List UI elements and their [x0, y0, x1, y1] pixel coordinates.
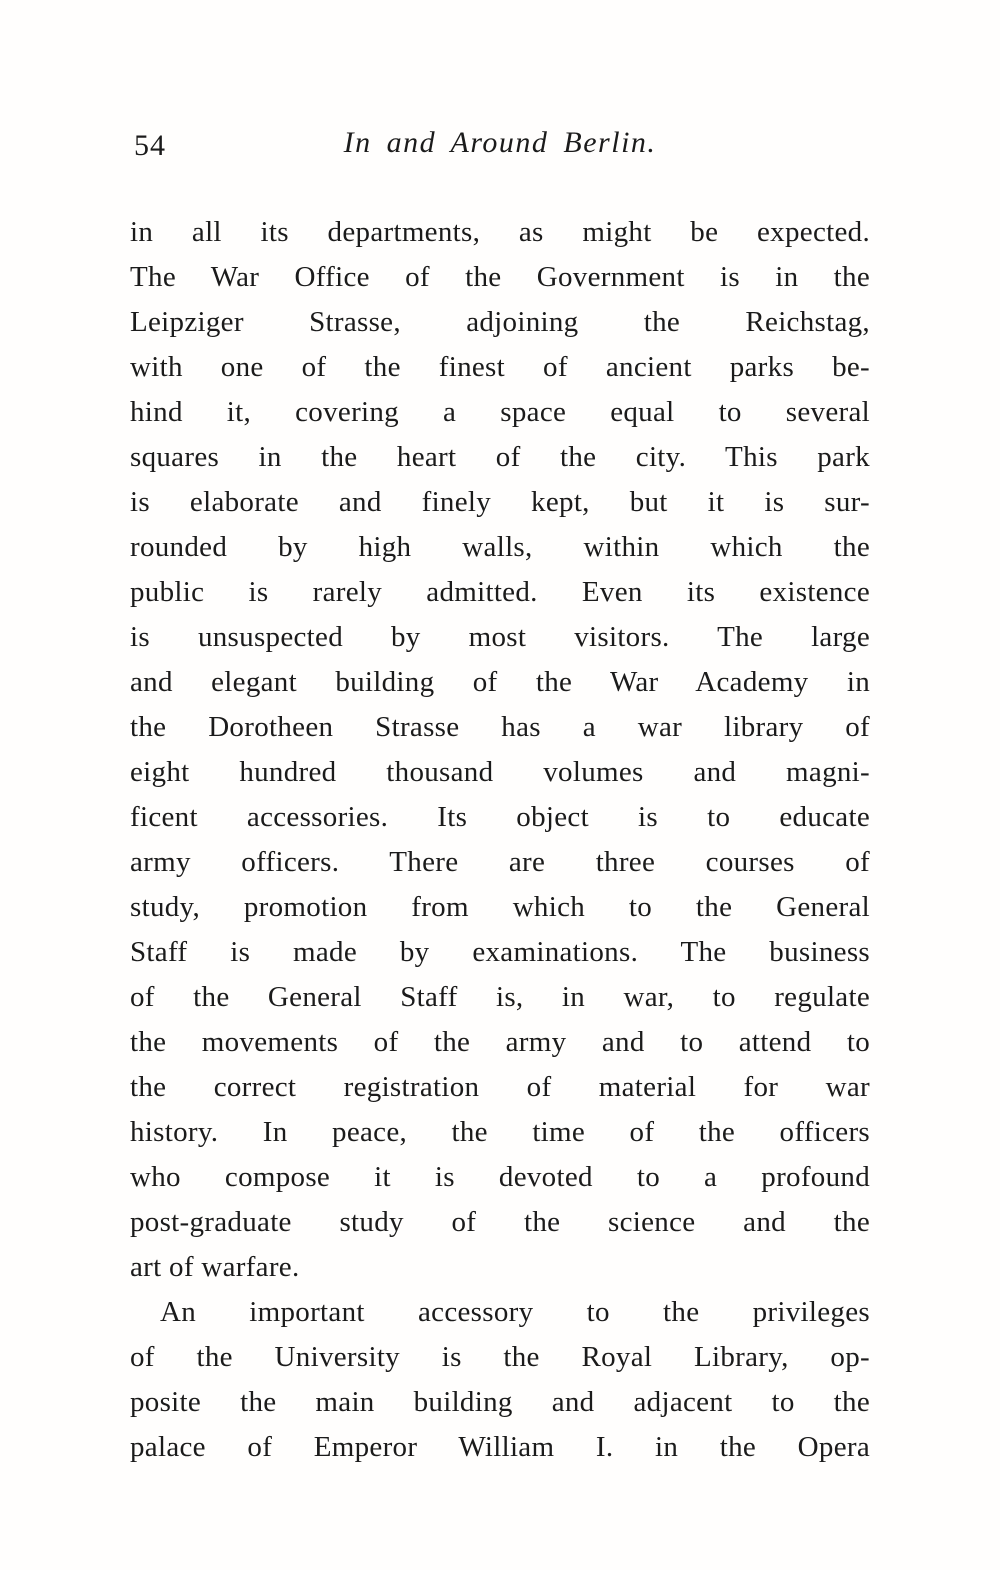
text-line: ficent accessories. Its object is to educate — [130, 801, 870, 833]
text-line: The War Office of the Government is in the — [130, 261, 870, 293]
text-line: the correct registration of material for war — [130, 1071, 870, 1103]
text-line: squares in the heart of the city. This park — [130, 441, 870, 473]
text-line: Leipziger Strasse, adjoining the Reichstag, — [130, 306, 870, 338]
text-line: public is rarely admitted. Even its existence — [130, 576, 870, 608]
text-line: and elegant building of the War Academy in — [130, 666, 870, 698]
text-line: is elaborate and finely kept, but it is sur- — [130, 486, 870, 518]
paragraph — [130, 1290, 870, 1470]
text-line: An important accessory to the privileges — [160, 1296, 870, 1328]
text-line: who compose it is devoted to a profound — [130, 1161, 870, 1193]
text-line: army officers. There are three courses of — [130, 846, 870, 878]
text-line: is unsuspected by most visitors. The large — [130, 621, 870, 653]
paragraph — [130, 210, 870, 1290]
text-line: Staff is made by examinations. The business — [130, 936, 870, 968]
text-line: art of warfare. — [130, 1251, 300, 1283]
text-line: eight hundred thousand volumes and magni- — [130, 756, 870, 788]
page-number: 54 — [134, 129, 166, 162]
page-body — [130, 210, 870, 1470]
text-line: study, promotion from which to the General — [130, 891, 870, 923]
text-line: of the University is the Royal Library, op- — [130, 1341, 870, 1373]
text-line: the Dorotheen Strasse has a war library of — [130, 711, 870, 743]
text-line: palace of Emperor William I. in the Opera — [130, 1431, 870, 1463]
text-line: rounded by high walls, within which the — [130, 531, 870, 563]
running-title: In and Around Berlin. — [343, 126, 657, 159]
text-line: hind it, covering a space equal to several — [130, 396, 870, 428]
text-line: history. In peace, the time of the officers — [130, 1116, 870, 1148]
text-line: posite the main building and adjacent to the — [130, 1386, 870, 1418]
text-line: of the General Staff is, in war, to regulate — [130, 981, 870, 1013]
text-line: in all its departments, as might be expected. — [130, 216, 870, 248]
text-line: post-graduate study of the science and the — [130, 1206, 870, 1238]
text-line: with one of the finest of ancient parks be- — [130, 351, 870, 383]
text-line: the movements of the army and to attend to — [130, 1026, 870, 1058]
page-header — [130, 126, 870, 170]
